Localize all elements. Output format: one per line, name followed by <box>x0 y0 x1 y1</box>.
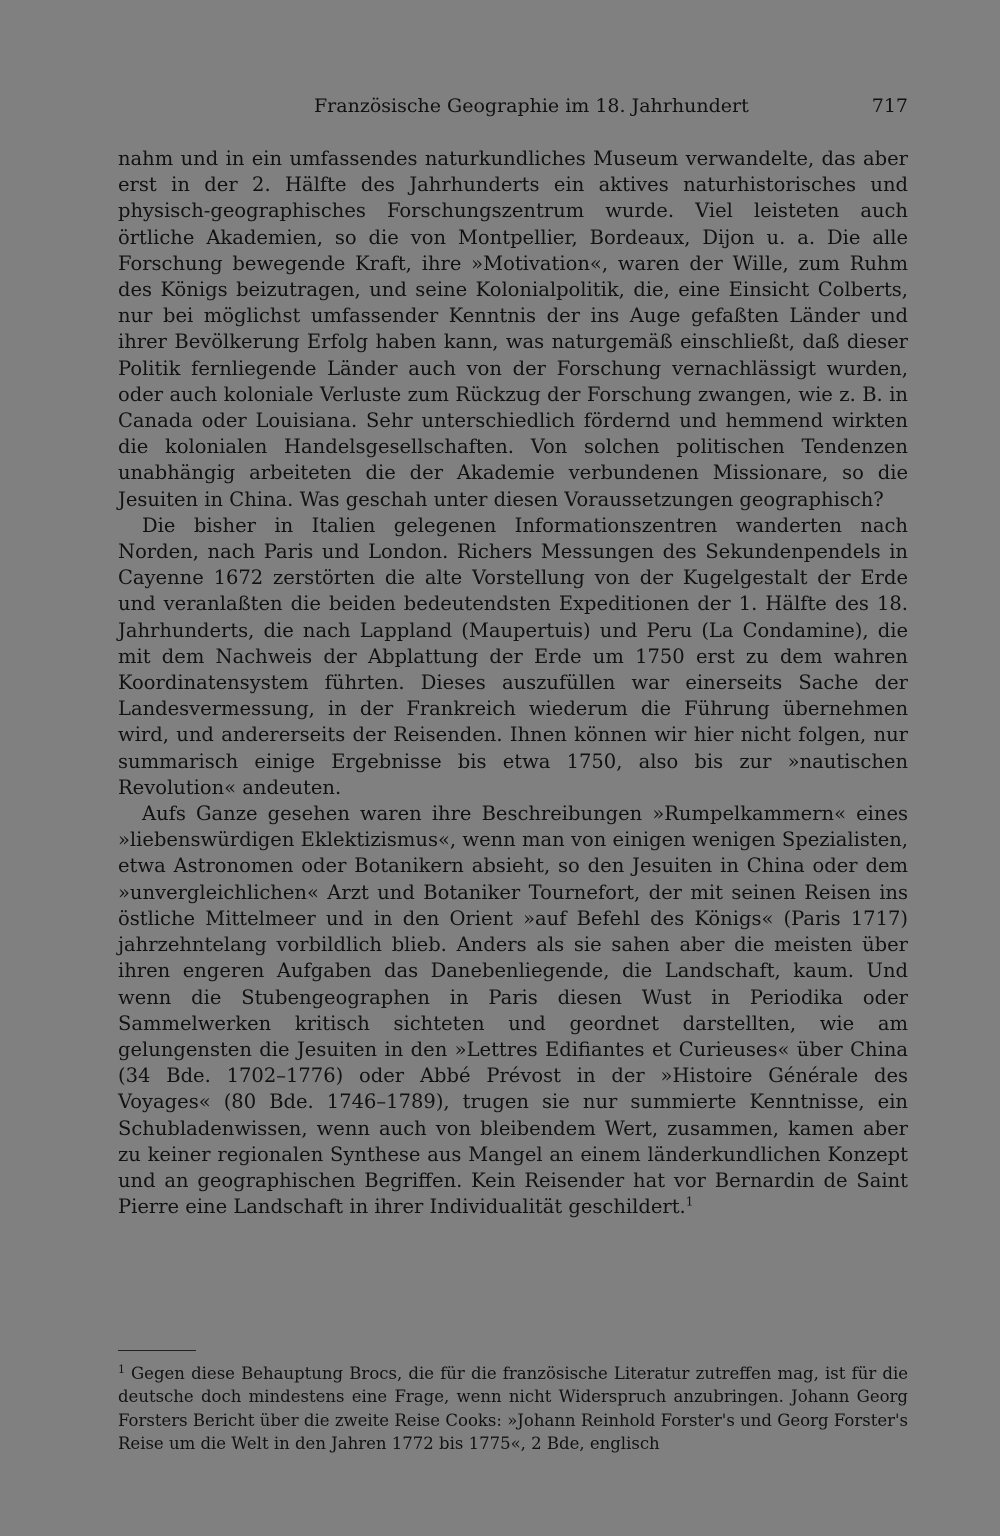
footnote-paragraph <box>118 1362 908 1456</box>
footnote-reference[interactable]: 1 <box>685 1194 694 1209</box>
paragraph-3 <box>118 801 908 1220</box>
running-title: Französische Geographie im 18. Jahrhundert <box>314 95 749 117</box>
footnote-divider <box>118 1350 196 1351</box>
footnote <box>118 1362 908 1456</box>
body-text <box>118 146 908 1220</box>
paragraph-2: Die bisher in Italien gelegenen Informationszentren wanderten nach Norden, nach Paris und London. Richers Messungen des Sekundenpendels in Cayenne 1672 zerstörten die alte Vorstellung von der Kugelgestalt der Erde und veranlaßten die beiden bedeutendsten Expeditionen der 1. Hälfte des 18. Jahrhunderts, die nach Lappland (Maupertuis) und Peru (La Condamine), die mit dem Nachweis der Abplattung der Erde um 1750 erst zu dem wahren Koordinatensystem führten. Dieses auszufüllen war einerseits Sache der Landesvermessung, in der Frankreich wiederum die Führung übernehmen wird, und andererseits der Reisenden. Ihnen können wir hier nicht folgen, nur summarisch einige Ergebnisse bis etwa 1750, also bis zur »nautischen Revolution« andeuten. <box>118 513 908 799</box>
paragraph-3-text: Aufs Ganze gesehen waren ihre Beschreibungen »Rumpelkammern« eines »liebenswürdigen Eklektizismus«, wenn man von einigen wenigen Spezialisten, etwa Astronomen oder Botanikern absieht, so den Jesuiten in China oder dem »unvergleichlichen« Arzt und Botaniker Tournefort, der mit seinen Reisen ins östliche Mittelmeer und in den Orient »auf Befehl des Königs« (Paris 1717) jahrzehntelang vorbildlich blieb. Anders als sie sahen aber die meisten über ihren engeren Aufgaben das Danebenliegende, die Landschaft, kaum. Und wenn die Stubengeographen in Paris diesen Wust in Periodika oder Sammelwerken kritisch sichteten und geordnet darstellten, wie am gelungensten die Jesuiten in den »Lettres Edifiantes et Curieuses« über China (34 Bde. 1702–1776) oder Abbé Prévost in der »Histoire Générale des Voyages« (80 Bde. 1746–1789), trugen sie nur summierte Kenntnisse, ein Schubladenwissen, wenn auch von bleibendem Wert, zusammen, kamen aber zu keiner regionalen Synthese aus Mangel an einem länderkundlichen Konzept und an geographischen Begriffen. Kein Reisender hat vor Bernardin de Saint Pierre eine Landschaft in ihrer Individualität geschildert. <box>118 802 908 1219</box>
footnote-text: Gegen diese Behauptung Brocs, die für die französische Literatur zutreffen mag, ist für die deutsche doch mindestens eine Frage, wenn nicht Widerspruch anzubringen. Johann Georg Forsters Bericht über die zweite Reise Cooks: »Johann Reinhold Forster's und Georg Forster's Reise um die Welt in den Jahren 1772 bis 1775«, 2 Bde, englisch <box>118 1364 908 1454</box>
running-head <box>118 92 908 120</box>
paragraph-1: nahm und in ein umfassendes naturkundliches Museum verwandelte, das aber erst in der 2. Hälfte des Jahrhunderts ein aktives naturhistorisches und physisch-geographisches Forschungszentrum wurde. Viel leisteten auch örtliche Akademien, so die von Montpellier, Bordeaux, Dijon u. a. Die alle Forschung bewegende Kraft, ihre »Motivation«, waren der Wille, zum Ruhm des Königs beizutragen, und seine Kolonialpolitik, die, eine Einsicht Colberts, nur bei möglichst umfassender Kenntnis der ins Auge gefaßten Länder und ihrer Bevölkerung Erfolg haben kann, was naturgemäß einschließt, daß dieser Politik fernliegende Länder auch von der Forschung vernachlässigt wurden, oder auch koloniale Verluste zum Rückzug der Forschung zwangen, wie z. B. in Canada oder Louisiana. Sehr unterschiedlich fördernd und hemmend wirkten die kolonialen Handelsgesellschaften. Von solchen politischen Tendenzen unabhängig arbeiteten die der Akademie verbundenen Missionare, so die Jesuiten in China. Was geschah unter diesen Voraussetzungen geographisch? <box>118 147 908 511</box>
page-number: 717 <box>871 95 908 117</box>
footnote-mark: 1 <box>118 1362 125 1376</box>
